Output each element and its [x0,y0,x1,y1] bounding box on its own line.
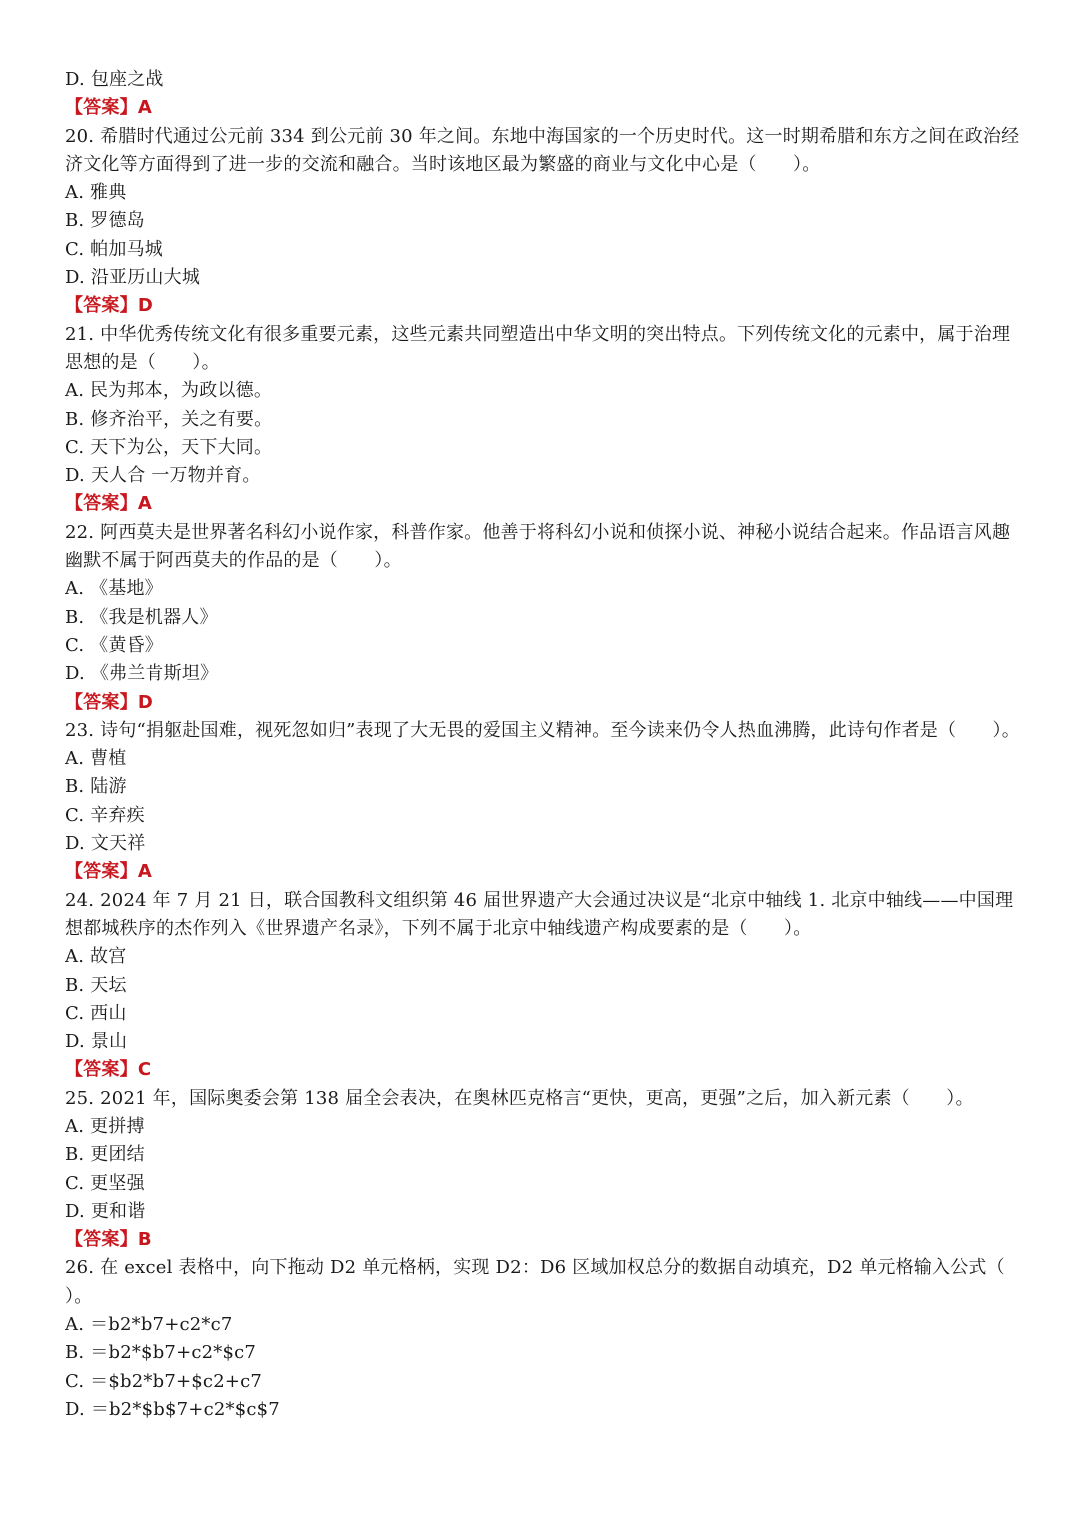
answer-label: 【答案】 [65,861,138,883]
answer-option: A. 故宫 [65,946,127,968]
question-stem: 25. 2021 年，国际奥委会第 138 届全会表决，在奥林匹克格言“更快，更高，更强”之后，加入新元素（ ）。 [65,1087,974,1109]
answer-option: D. ＝b2*$b$7+c2*$c$7 [65,1398,280,1420]
answer-option: D. 包座之战 [65,69,164,90]
answer-line [65,1056,1020,1084]
answer-line [65,858,1020,886]
answer-option: C. 西山 [65,1002,127,1024]
answer-value: C [137,1059,152,1081]
answer-label: 【答案】 [65,1229,138,1251]
answer-option: C. 更坚强 [65,1172,145,1194]
question-stem: 22. 阿西莫夫是世界著名科幻小说作家，科普作家。他善于将科幻小说和侦探小说、神秘小说结合起来。作品语言风趣幽默不属于阿西莫夫的作品的是（ ）。 [65,521,1011,572]
question-stem: 24. 2024 年 7 月 21 日，联合国教科文组织第 46 届世界遗产大会通过决议是“北京中轴线 1. 北京中轴线——中国理想都城秩序的杰作列入《世界遗产名录》，下列不属于北京中轴线遗产构成要素的是（ ）。 [65,889,1014,939]
answer-line [65,292,1020,320]
answer-option: D. 沿亚历山大城 [65,267,201,289]
answer-value: A [137,861,152,883]
answer-option: A. 民为邦本，为政以德。 [65,380,273,402]
exam-document [65,66,1042,1424]
answer-line [65,1226,1020,1254]
answer-label: 【答案】 [65,1059,138,1081]
answer-value: D [137,295,153,317]
answer-option: D. 文天祥 [65,833,146,855]
answer-option: D. 景山 [65,1031,128,1053]
answer-option: A. 更拼搏 [65,1115,145,1137]
answer-label: 【答案】 [65,691,138,713]
answer-option: A. 雅典 [65,182,127,204]
answer-option: A. ＝b2*b7+c2*c7 [65,1314,233,1336]
question-stem: 26. 在 excel 表格中，向下拖动 D2 单元格柄，实现 D2：D6 区域加权总分的数据自动填充，D2 单元格输入公式（ ）。 [65,1257,1042,1307]
answer-option: C. 辛弃疾 [65,804,145,826]
answer-value: A [137,97,152,119]
answer-option: B. 修齐治平，关之有要。 [65,408,273,430]
answer-line [65,689,1020,717]
answer-label: 【答案】 [65,97,138,119]
answer-option: C. 帕加马城 [65,238,163,260]
answer-line [65,94,1020,122]
answer-option: D. 更和谐 [65,1200,146,1222]
question-stem: 23. 诗句“捐躯赴国难，视死忽如归”表现了大无畏的爱国主义精神。至今读来仍令人热血沸腾，此诗句作者是（ ）。 [65,719,1020,741]
question-stem: 20. 希腊时代通过公元前 334 到公元前 30 年之间。东地中海国家的一个历史时代。这一时期希腊和东方之间在政治经济文化等方面得到了进一步的交流和融合。当时该地区最为繁盛的商业与文化中心是（ ）。 [65,125,1020,175]
answer-option: D. 《弗兰肯斯坦》 [65,663,219,685]
answer-value: A [137,493,152,515]
answer-value: B [137,1229,152,1251]
question-stem: 21. 中华优秀传统文化有很多重要元素，这些元素共同塑造出中华文明的突出特点。下列传统文化的元素中，属于治理思想的是（ ）。 [65,323,1011,373]
answer-label: 【答案】 [65,493,138,515]
answer-option: C. 《黄昏》 [65,634,163,656]
answer-option: B. 更团结 [65,1144,145,1166]
answer-option: D. 天人合 一万物并育。 [65,465,261,487]
answer-option: B. 陆游 [65,776,127,798]
answer-value: D [137,691,153,713]
answer-option: B. ＝b2*$b7+c2*$c7 [65,1342,257,1364]
answer-option: B. 天坛 [65,974,127,996]
answer-option: B. 罗德岛 [65,210,145,232]
answer-option: A. 曹植 [65,748,127,770]
answer-option: C. 天下为公，天下大同。 [65,436,273,458]
answer-option: A. 《基地》 [65,578,163,600]
answer-option: C. ＝$b2*b7+$c2+c7 [65,1370,263,1392]
answer-option: B. 《我是机器人》 [65,606,218,628]
answer-label: 【答案】 [65,295,138,317]
answer-line [65,490,1020,518]
